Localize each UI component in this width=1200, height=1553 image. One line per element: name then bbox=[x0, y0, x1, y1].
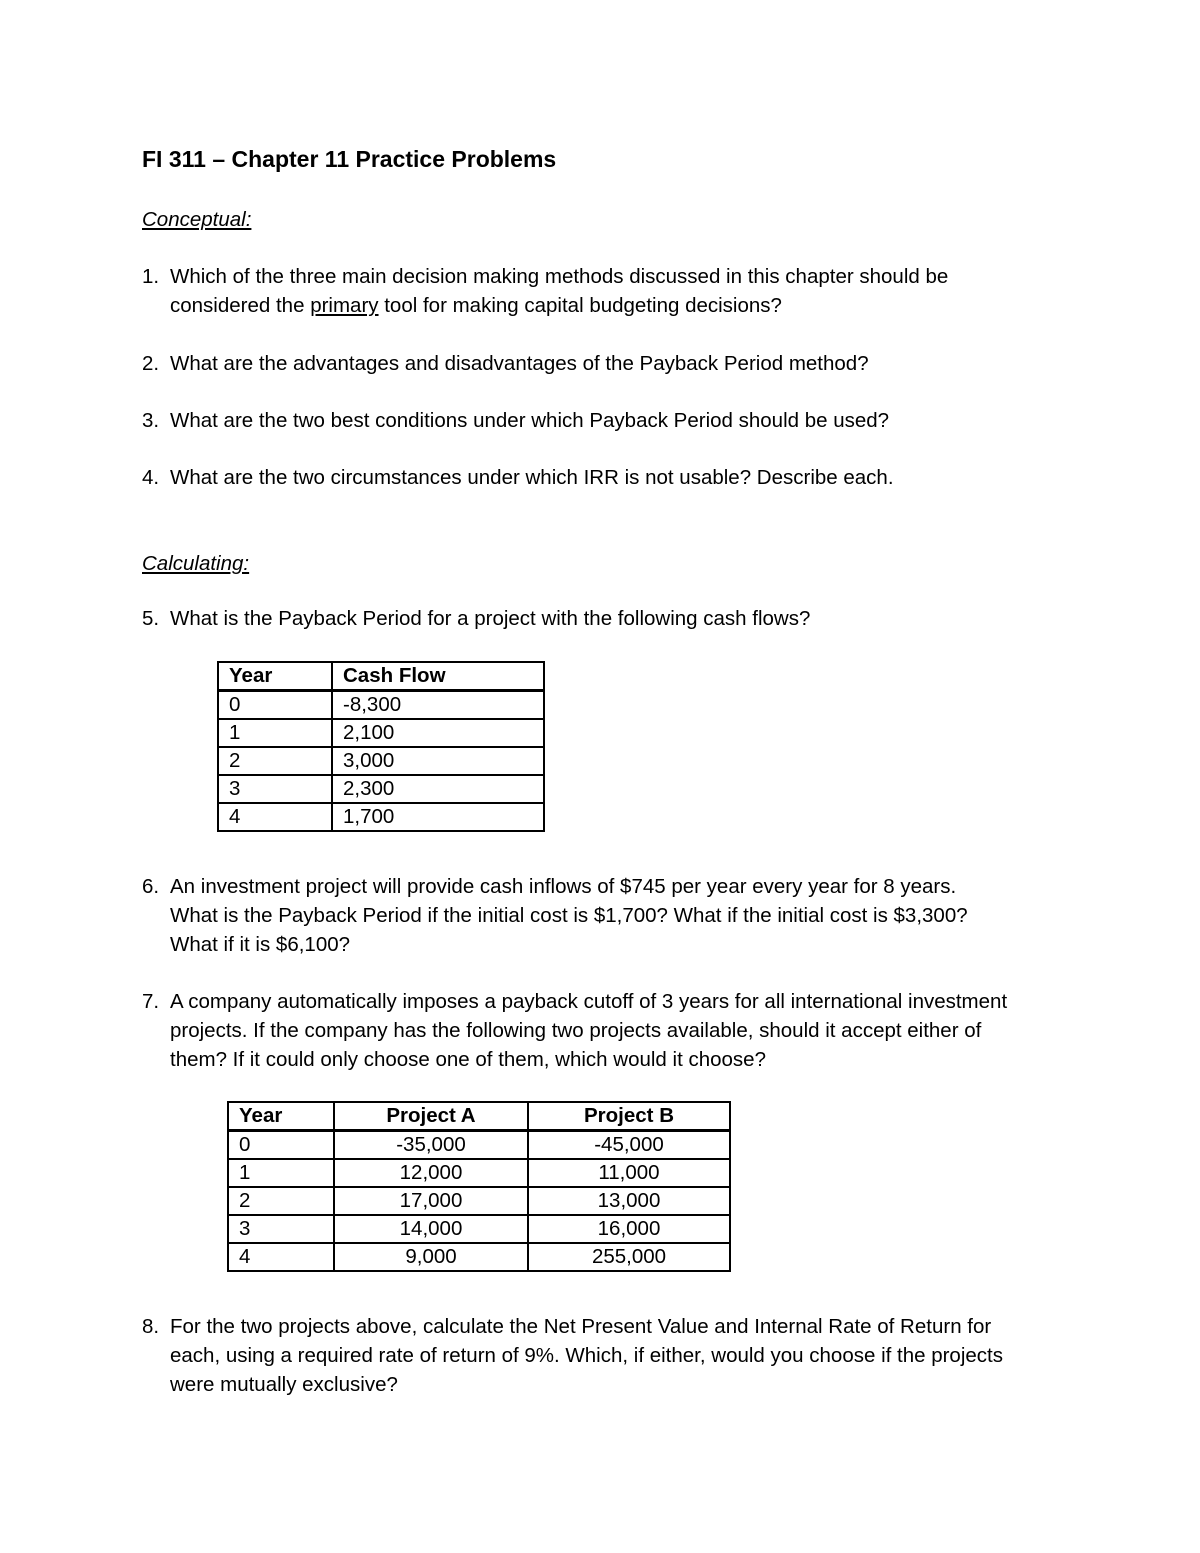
question-number: 4. bbox=[142, 466, 160, 489]
table-cell: 1,700 bbox=[332, 803, 544, 831]
question-text: were mutually exclusive? bbox=[170, 1373, 398, 1396]
question-number: 8. bbox=[142, 1315, 160, 1338]
table-cell: 3 bbox=[228, 1215, 334, 1243]
question-text: For the two projects above, calculate the Net Present Value and Internal Rate of Return for bbox=[170, 1315, 992, 1338]
question-number: 5. bbox=[142, 607, 160, 630]
table-cell: 9,000 bbox=[334, 1243, 528, 1271]
table-cell: 255,000 bbox=[528, 1243, 730, 1271]
column-header: Year bbox=[218, 662, 332, 691]
table-cell: 4 bbox=[228, 1243, 334, 1271]
table-cell: 11,000 bbox=[528, 1159, 730, 1187]
question-7 bbox=[142, 987, 1007, 1074]
question-number: 7. bbox=[142, 990, 160, 1013]
table-row bbox=[228, 1215, 730, 1243]
question-text: What is the Payback Period for a project with the following cash flows? bbox=[170, 607, 811, 630]
section-heading-calculating: Calculating: bbox=[142, 552, 250, 575]
question-text: Which of the three main decision making methods discussed in this chapter should be bbox=[170, 265, 949, 288]
column-header: Project B bbox=[528, 1102, 730, 1131]
table-row bbox=[218, 775, 544, 803]
question-text: What is the Payback Period if the initial cost is $1,700? What if the initial cost is $3,300? bbox=[170, 904, 968, 927]
question-number: 2. bbox=[142, 352, 160, 375]
table-cell: 14,000 bbox=[334, 1215, 528, 1243]
question-text: What are the two best conditions under which Payback Period should be used? bbox=[170, 409, 890, 432]
question-5 bbox=[142, 604, 810, 633]
table-cell: 2 bbox=[228, 1187, 334, 1215]
question-text: An investment project will provide cash inflows of $745 per year every year for 8 years. bbox=[170, 875, 957, 898]
table-cell: 16,000 bbox=[528, 1215, 730, 1243]
question-text: What are the advantages and disadvantages of the Payback Period method? bbox=[170, 352, 869, 375]
table-cell: 2 bbox=[218, 747, 332, 775]
column-header: Project A bbox=[334, 1102, 528, 1131]
question-text: each, using a required rate of return of 9%. Which, if either, would you choose if the projects bbox=[170, 1344, 1003, 1367]
table-cell: 13,000 bbox=[528, 1187, 730, 1215]
table-row bbox=[218, 691, 544, 720]
table-cell: 3,000 bbox=[332, 747, 544, 775]
projects-table bbox=[227, 1101, 731, 1272]
question-2 bbox=[142, 349, 869, 378]
column-header: Year bbox=[228, 1102, 334, 1131]
table-cell: 17,000 bbox=[334, 1187, 528, 1215]
question-text: What if it is $6,100? bbox=[170, 933, 351, 956]
column-header: Cash Flow bbox=[332, 662, 544, 691]
table-row bbox=[228, 1131, 730, 1160]
table-cell: -35,000 bbox=[334, 1131, 528, 1160]
question-6 bbox=[142, 872, 968, 959]
question-text: them? If it could only choose one of them, which would it choose? bbox=[170, 1048, 766, 1071]
table-cell: 3 bbox=[218, 775, 332, 803]
question-text: A company automatically imposes a payback cutoff of 3 years for all international investment bbox=[170, 990, 1008, 1013]
question-text: tool for making capital budgeting decisions? bbox=[378, 294, 782, 317]
question-number: 3. bbox=[142, 409, 160, 432]
question-8 bbox=[142, 1312, 1003, 1399]
question-4 bbox=[142, 463, 894, 492]
emphasis-primary: primary bbox=[310, 294, 379, 317]
table-row bbox=[228, 1243, 730, 1271]
question-1 bbox=[142, 262, 948, 320]
table-cell: 4 bbox=[218, 803, 332, 831]
table-row bbox=[228, 1159, 730, 1187]
question-text: considered the bbox=[170, 294, 311, 317]
question-3 bbox=[142, 406, 889, 435]
table-cell: 0 bbox=[228, 1131, 334, 1160]
question-number: 1. bbox=[142, 265, 160, 288]
table-row bbox=[228, 1187, 730, 1215]
page-title: FI 311 – Chapter 11 Practice Problems bbox=[142, 146, 557, 172]
table-cell: 2,300 bbox=[332, 775, 544, 803]
table-row bbox=[218, 803, 544, 831]
table-row bbox=[218, 747, 544, 775]
question-text: projects. If the company has the following two projects available, should it accept either of bbox=[170, 1019, 982, 1042]
table-cell: -8,300 bbox=[332, 691, 544, 720]
table-cell: -45,000 bbox=[528, 1131, 730, 1160]
table-cell: 2,100 bbox=[332, 719, 544, 747]
table-cell: 12,000 bbox=[334, 1159, 528, 1187]
table-header-row bbox=[228, 1102, 730, 1131]
question-text: What are the two circumstances under which IRR is not usable? Describe each. bbox=[170, 466, 894, 489]
question-number: 6. bbox=[142, 875, 160, 898]
table-cell: 1 bbox=[228, 1159, 334, 1187]
cash-flow-table bbox=[217, 661, 545, 832]
table-header-row bbox=[218, 662, 544, 691]
table-row bbox=[218, 719, 544, 747]
table-cell: 0 bbox=[218, 691, 332, 720]
section-heading-conceptual: Conceptual: bbox=[142, 208, 252, 231]
table-cell: 1 bbox=[218, 719, 332, 747]
